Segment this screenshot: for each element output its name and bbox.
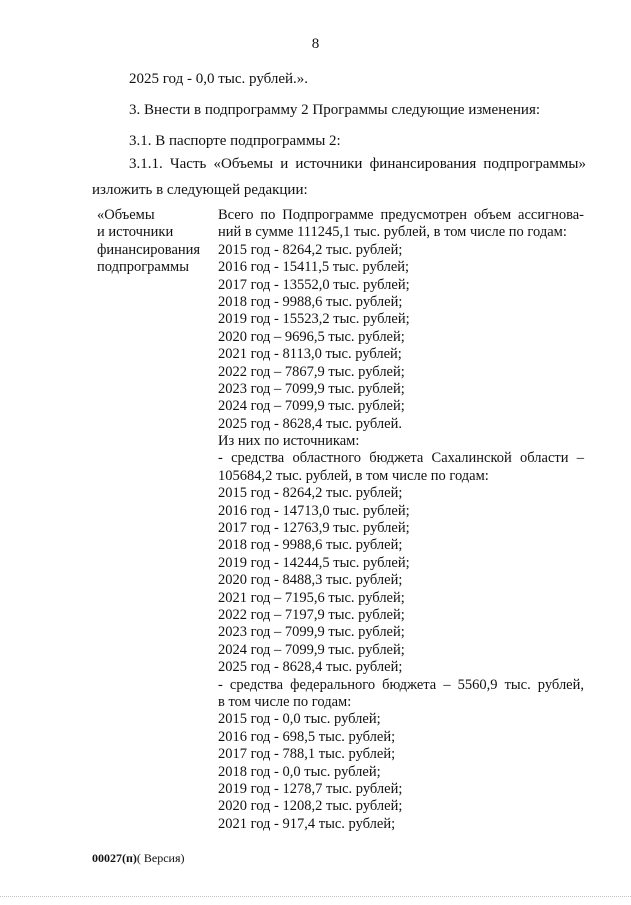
right-line: 2018 год - 9988,6 тыс. рублей; [218, 537, 403, 554]
right-line: 2021 год - 8113,0 тыс. рублей; [218, 346, 402, 363]
paragraph-part-heading-cont: изложить в следующей редакции: [92, 182, 308, 198]
right-line: 2021 год – 7195,6 тыс. рублей; [218, 589, 405, 606]
right-line: 2016 год - 14713,0 тыс. рублей; [218, 502, 410, 519]
right-line: 2022 год – 7867,9 тыс. рублей; [218, 363, 405, 380]
footer [92, 851, 185, 866]
right-line: 2015 год - 8264,2 тыс. рублей; [218, 241, 403, 258]
right-line: 2020 год – 9696,5 тыс. рублей; [218, 328, 405, 345]
right-line: 2024 год – 7099,9 тыс. рублей; [218, 641, 405, 658]
left-label-line: финансирования [97, 241, 201, 258]
page-number: 8 [311, 36, 320, 52]
right-line: 2022 год – 7197,9 тыс. рублей; [218, 606, 405, 623]
right-line: Из них по источникам: [218, 433, 360, 450]
table-right-content [218, 207, 584, 833]
right-line: 2019 год - 14244,5 тыс. рублей; [218, 554, 410, 571]
right-line: 2015 год - 8264,2 тыс. рублей; [218, 485, 403, 502]
paragraph-amend-subprogram: 3. Внести в подпрограмму 2 Программы следующие изменения: [129, 102, 541, 118]
right-line: 2025 год - 8628,4 тыс. рублей. [218, 415, 402, 432]
right-line: Всего по Подпрограмме предусмотрен объем ассигнова- [218, 207, 584, 223]
footer-document-code: 00027(п) [92, 851, 137, 865]
right-line: 2017 год - 788,1 тыс. рублей; [218, 746, 396, 763]
right-line: 2023 год – 7099,9 тыс. рублей; [218, 380, 405, 397]
left-label-line: и источники [97, 224, 174, 241]
paragraph-passport: 3.1. В паспорте подпрограммы 2: [129, 133, 341, 149]
right-line: 2025 год - 8628,4 тыс. рублей; [218, 659, 403, 676]
footer-version: ( Версия) [136, 851, 185, 865]
right-line: 2017 год - 12763,9 тыс. рублей; [218, 520, 410, 537]
paragraph-part-heading: 3.1.1. Часть «Объемы и источники финансирования подпрограммы» [129, 156, 586, 172]
right-line: 2016 год - 698,5 тыс. рублей; [218, 728, 396, 745]
right-line: 2020 год - 8488,3 тыс. рублей; [218, 572, 403, 589]
left-label-line: подпрограммы [97, 259, 189, 276]
right-line: 2018 год - 0,0 тыс. рублей; [218, 763, 381, 780]
right-line: 2016 год - 15411,5 тыс. рублей; [218, 259, 410, 276]
scan-artifact-line [0, 896, 631, 898]
right-line: 2024 год – 7099,9 тыс. рублей; [218, 398, 405, 415]
left-label-line: «Объемы [97, 207, 155, 223]
right-line: ний в сумме 111245,1 тыс. рублей, в том числе по годам: [218, 224, 567, 241]
right-line: 105684,2 тыс. рублей, в том числе по годам: [218, 467, 489, 484]
right-line: 2023 год – 7099,9 тыс. рублей; [218, 624, 405, 641]
right-line: - средства федерального бюджета – 5560,9 тыс. рублей, [218, 676, 584, 693]
right-line: 2019 год - 1278,7 тыс. рублей; [218, 780, 403, 797]
right-line: 2021 год - 917,4 тыс. рублей; [218, 815, 396, 832]
table-left-label [97, 207, 217, 277]
right-line: 2015 год - 0,0 тыс. рублей; [218, 711, 381, 728]
paragraph-2025-total: 2025 год - 0,0 тыс. рублей.». [129, 71, 309, 87]
right-line: в том числе по годам: [218, 693, 352, 710]
right-line: 2017 год - 13552,0 тыс. рублей; [218, 276, 410, 293]
right-line: 2018 год - 9988,6 тыс. рублей; [218, 293, 403, 310]
right-line: 2020 год - 1208,2 тыс. рублей; [218, 798, 403, 815]
right-line: - средства областного бюджета Сахалинской области – [218, 450, 584, 467]
right-line: 2019 год - 15523,2 тыс. рублей; [218, 311, 410, 328]
